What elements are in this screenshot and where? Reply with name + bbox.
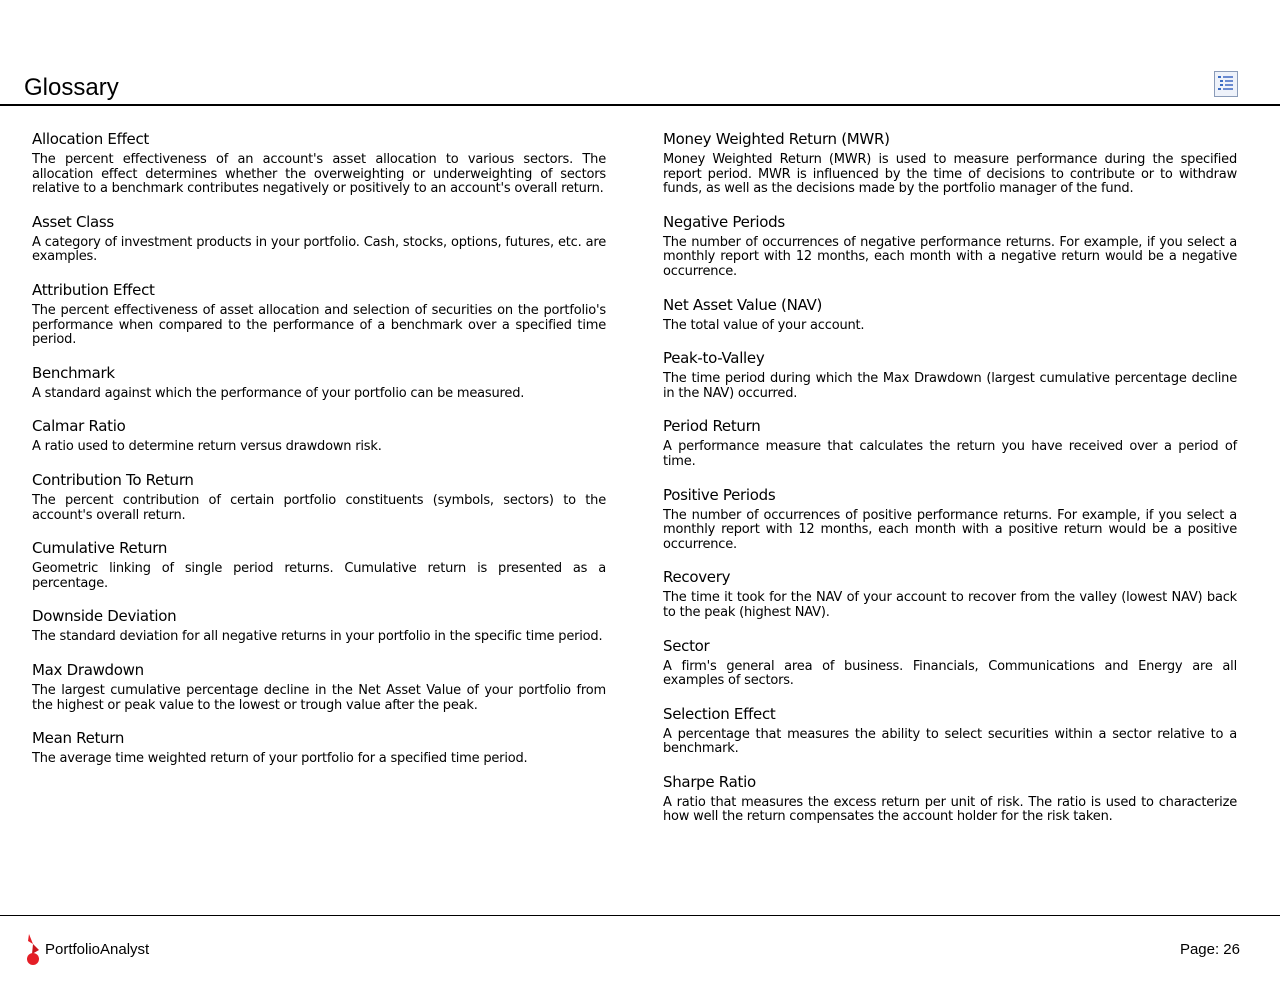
- glossary-entry: [32, 605, 606, 645]
- glossary-definition: A standard against which the performance of your portfolio can be measured.: [32, 385, 525, 401]
- glossary-term: Net Asset Value (NAV): [663, 295, 823, 314]
- page-title: Glossary: [24, 74, 119, 101]
- glossary-entry: [663, 771, 1237, 825]
- glossary-entry: [663, 635, 1237, 689]
- glossary-definition: A performance measure that calculates the return you have received over a period of time.: [663, 439, 1237, 469]
- glossary-term: Sector: [663, 636, 710, 655]
- glossary-entry: [32, 128, 606, 197]
- glossary-entry: [663, 484, 1237, 553]
- glossary-definition: The percent effectiveness of an account's asset allocation to various sectors. The allocation effect determines whether the overweighting or underweighting of sectors relative to a benchmark contributes negatively or positively to an account's overall return.: [32, 152, 606, 197]
- glossary-term: Attribution Effect: [32, 280, 155, 299]
- glossary-entry: [663, 347, 1237, 401]
- glossary-definition: The largest cumulative percentage decline in the Net Asset Value of your portfolio from the highest or peak value to the lowest or trough value after the peak.: [32, 682, 606, 713]
- table-of-contents-icon[interactable]: [1214, 71, 1238, 97]
- glossary-term: Positive Periods: [663, 485, 776, 504]
- glossary-definition: The average time weighted return of your portfolio for a specified time period.: [32, 751, 528, 767]
- glossary-term: Peak-to-Valley: [663, 349, 765, 368]
- glossary-definition: The number of occurrences of positive performance returns. For example, if you select a monthly report with 12 months, each month with a positive return would be a positive occurrence.: [663, 507, 1237, 552]
- glossary-entry: [32, 537, 606, 591]
- glossary-entry: [663, 566, 1237, 620]
- glossary-definition: Geometric linking of single period returns. Cumulative return is presented as a percentage.: [32, 561, 606, 591]
- glossary-entry: [32, 279, 606, 348]
- glossary-term: Period Return: [663, 417, 761, 436]
- glossary-definition: The time it took for the NAV of your account to recover from the valley (lowest NAV) back to the peak (highest NAV).: [663, 590, 1237, 620]
- glossary-entry: [32, 415, 606, 455]
- glossary-entry: [32, 362, 606, 402]
- glossary-definition: A ratio used to determine return versus drawdown risk.: [32, 439, 382, 455]
- glossary-definition: The standard deviation for all negative returns in your portfolio in the specific time period.: [32, 629, 603, 645]
- glossary-definition: The percent contribution of certain portfolio constituents (symbols, sectors) to the account's overall return.: [32, 492, 606, 523]
- glossary-term: Downside Deviation: [32, 607, 177, 626]
- page-number: Page: 26: [1179, 941, 1240, 958]
- glossary-term: Sharpe Ratio: [663, 772, 756, 791]
- glossary-entry: [663, 211, 1237, 280]
- glossary-term: Selection Effect: [663, 704, 776, 723]
- portfolioanalyst-logo-icon: [24, 933, 42, 967]
- glossary-term: Recovery: [663, 568, 731, 587]
- glossary-term: Money Weighted Return (MWR): [663, 130, 890, 148]
- glossary-term: Calmar Ratio: [32, 417, 126, 436]
- glossary-entry: [32, 659, 606, 713]
- glossary-entry: [32, 469, 606, 523]
- glossary-term: Cumulative Return: [32, 539, 168, 558]
- glossary-definition: The time period during which the Max Drawdown (largest cumulative percentage decline in the NAV) occurred.: [663, 371, 1237, 401]
- glossary-column-right: [663, 128, 1237, 839]
- glossary-term: Asset Class: [32, 212, 114, 231]
- glossary-definition: A percentage that measures the ability to select securities within a sector relative to a benchmark.: [663, 726, 1237, 757]
- glossary-definition: A firm's general area of business. Financials, Communications and Energy are all examples of sectors.: [663, 658, 1237, 689]
- glossary-definition: A ratio that measures the excess return per unit of risk. The ratio is used to characterize how well the return compensates the account holder for the risk taken.: [663, 794, 1237, 825]
- glossary-term: Benchmark: [32, 363, 115, 382]
- footer-divider: [0, 915, 1280, 916]
- glossary-entry: [663, 415, 1237, 469]
- glossary-definition: Money Weighted Return (MWR) is used to measure performance during the specified report period. MWR is influenced by the time of decisions to contribute or to withdraw funds, as well as the decisions made by the portfolio manager of the fund.: [663, 152, 1237, 197]
- glossary-term: Allocation Effect: [32, 130, 150, 148]
- glossary-term: Mean Return: [32, 729, 125, 748]
- glossary-definition: A category of investment products in your portfolio. Cash, stocks, options, futures, etc. are examples.: [32, 234, 606, 265]
- glossary-entry: [663, 703, 1237, 757]
- glossary-definition: The total value of your account.: [663, 317, 865, 333]
- glossary-definition: The percent effectiveness of asset allocation and selection of securities on the portfolio's performance when compared to the performance of a benchmark over a specified time period.: [32, 302, 606, 348]
- glossary-column-left: [32, 128, 606, 781]
- glossary-definition: The number of occurrences of negative performance returns. For example, if you select a monthly report with 12 months, each month with a negative return would be a negative occurrence.: [663, 234, 1237, 279]
- glossary-entry: [663, 128, 1237, 197]
- glossary-entry: [663, 294, 1237, 334]
- brand-name: PortfolioAnalyst: [45, 941, 150, 958]
- glossary-entry: [32, 211, 606, 265]
- glossary-entry: [32, 727, 606, 767]
- glossary-term: Negative Periods: [663, 212, 785, 231]
- glossary-term: Max Drawdown: [32, 660, 144, 679]
- page-header: [0, 0, 1280, 106]
- glossary-term: Contribution To Return: [32, 470, 194, 489]
